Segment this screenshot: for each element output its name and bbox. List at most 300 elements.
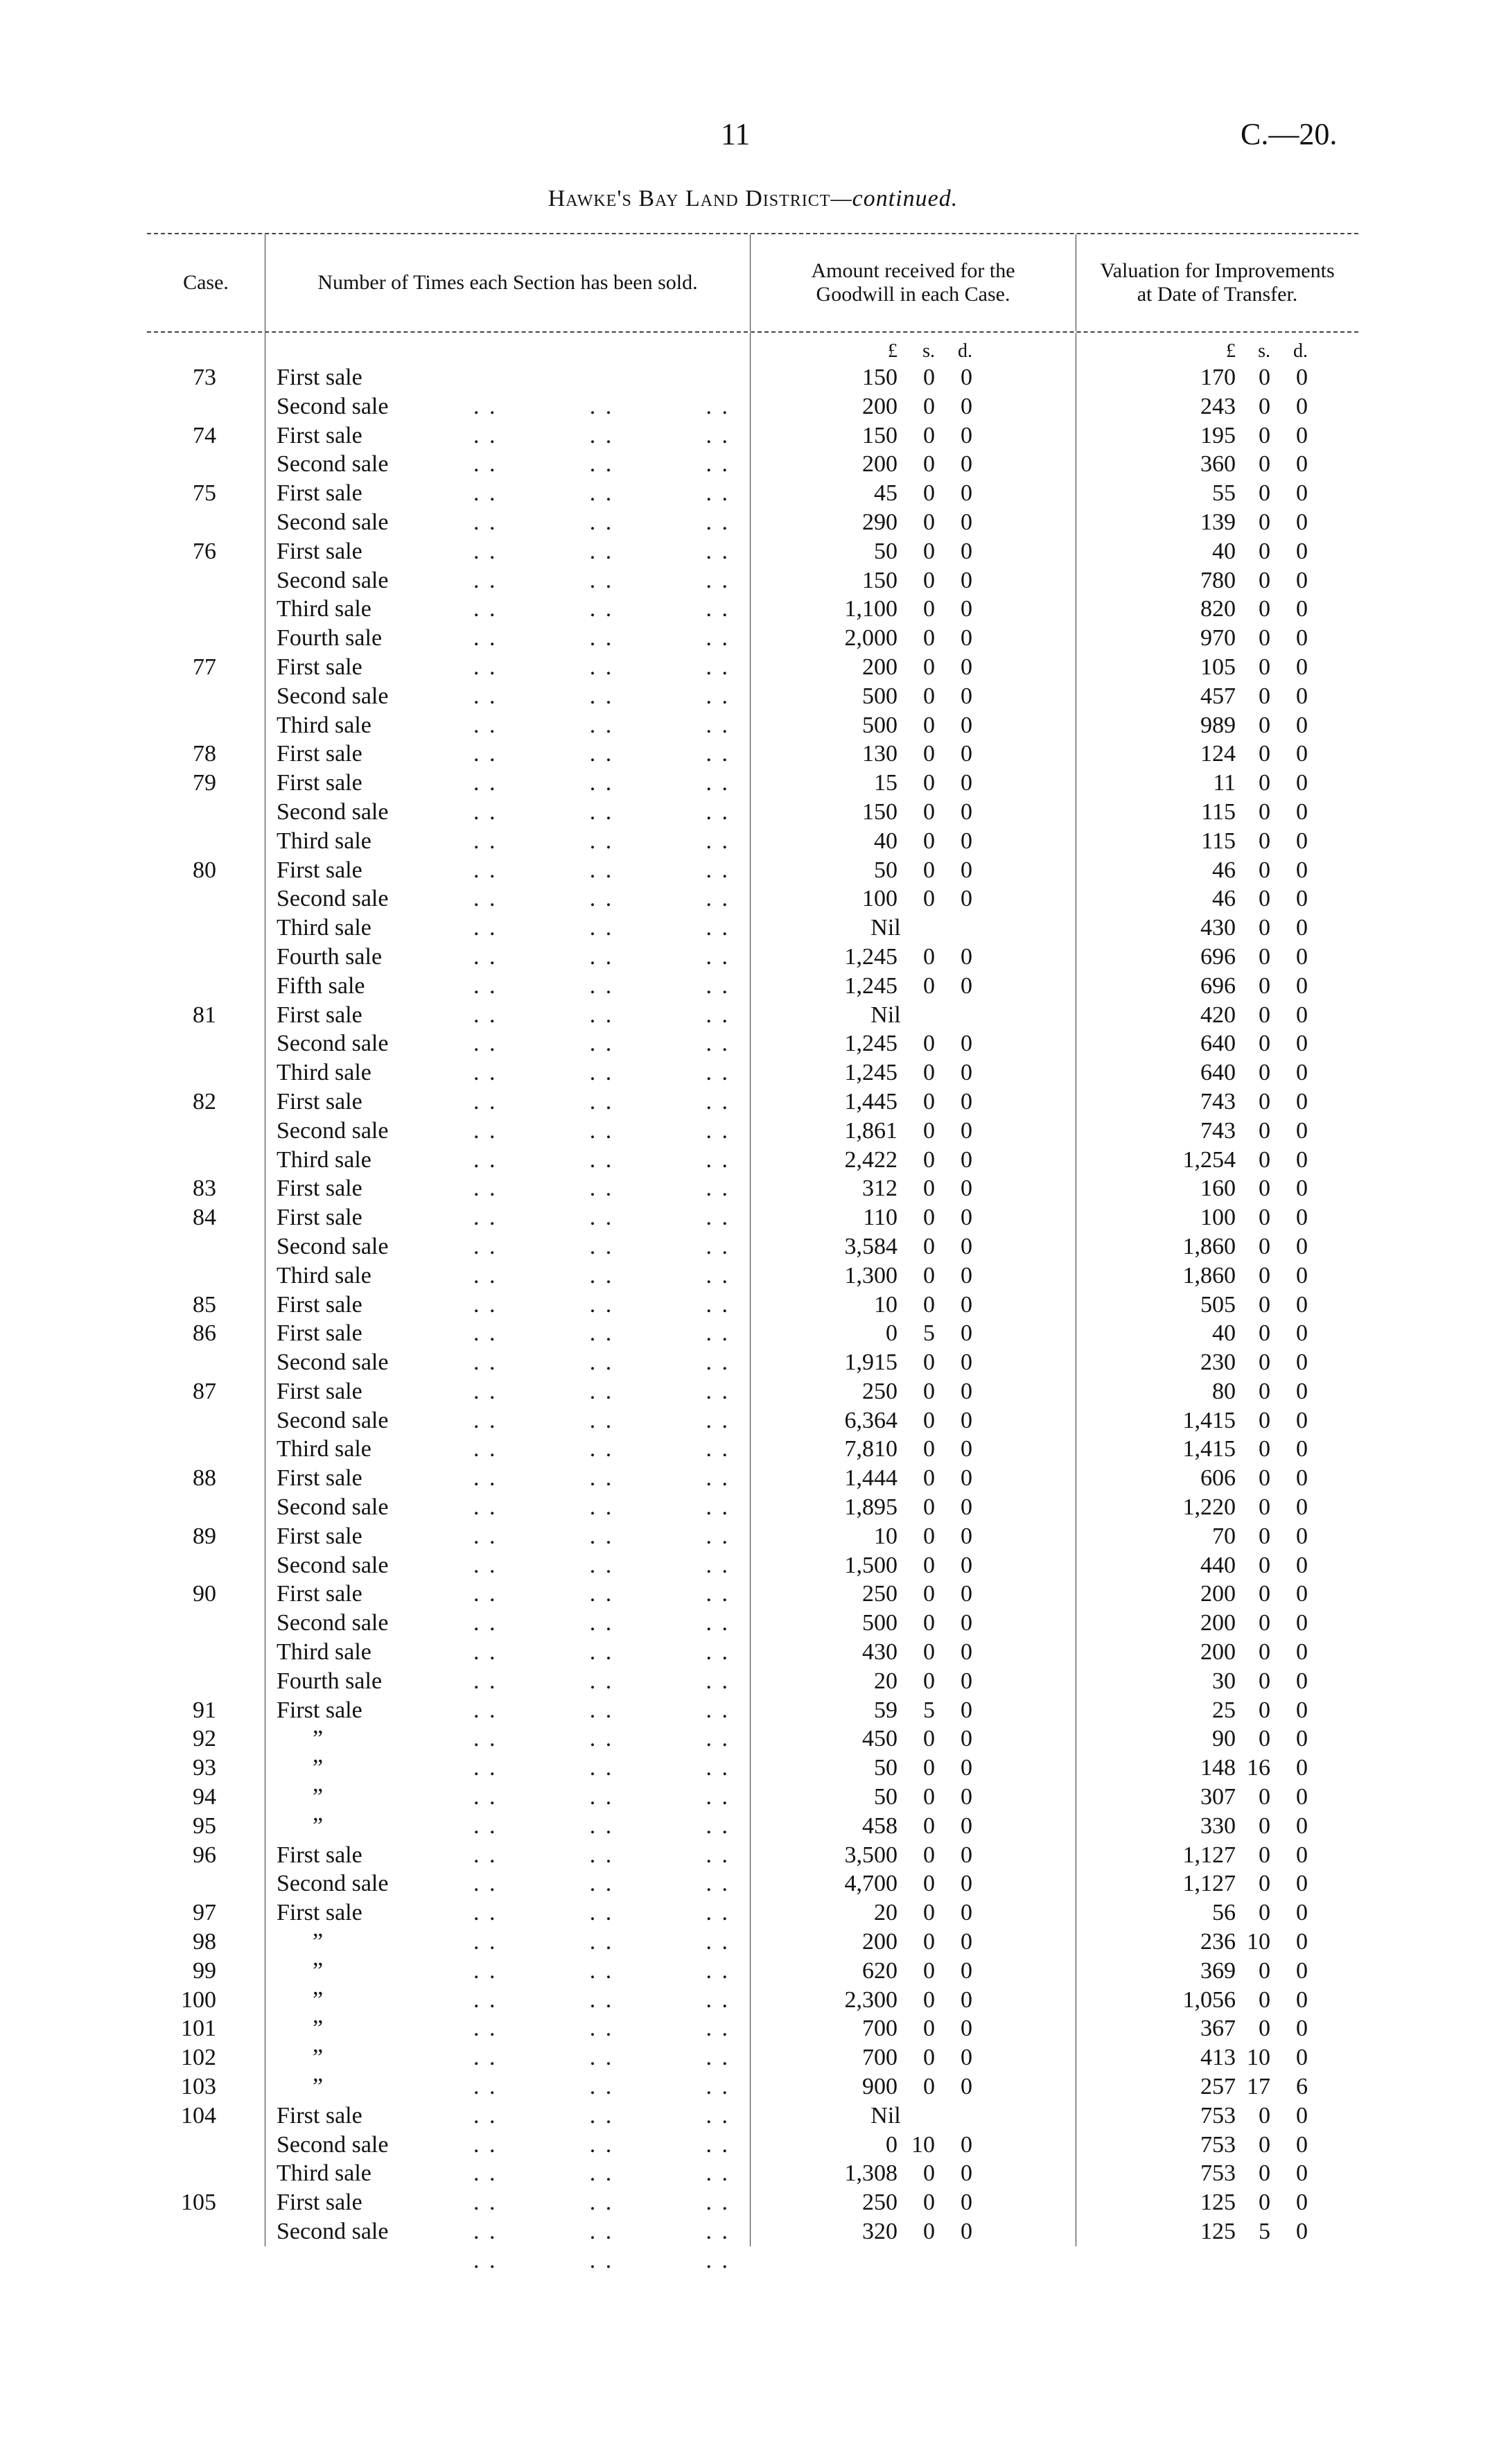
amount-pounds: 290: [862, 509, 898, 535]
improvements-valuation: [1076, 1001, 1358, 1030]
valuation-shillings: 0: [1259, 1436, 1270, 1462]
case-number: [147, 943, 265, 972]
amount-shillings: 0: [923, 886, 935, 912]
sale-label: Fourth sale: [277, 943, 383, 970]
valuation-pence: 0: [1296, 1494, 1308, 1521]
page-number: 11: [721, 117, 751, 151]
amount-shillings: 0: [923, 1378, 935, 1404]
valuation-pounds: 125: [1200, 2190, 1236, 2216]
case-number: 102: [181, 2045, 216, 2071]
amount-pence: 0: [961, 741, 972, 767]
goodwill-amount: [750, 2043, 1076, 2072]
amount-shillings: 0: [923, 1668, 935, 1694]
amount-pence: 0: [961, 480, 972, 507]
valuation-shillings: 0: [1259, 567, 1270, 593]
case-number: [147, 2131, 265, 2160]
valuation-pence: 0: [1296, 1523, 1308, 1549]
improvements-valuation: [1076, 1377, 1358, 1406]
amount-shillings: 0: [923, 538, 935, 564]
goodwill-amount: [750, 2217, 1076, 2246]
amount-pence: 0: [961, 2045, 972, 2071]
amount-pence: 0: [961, 654, 972, 680]
valuation-shillings: 5: [1259, 2219, 1270, 2244]
goodwill-amount: [750, 1319, 1076, 1348]
sale-label: Second sale: [277, 886, 389, 912]
amount-pence: 0: [961, 365, 972, 390]
leader-dots: . . . . . .: [473, 451, 730, 478]
goodwill-amount: [750, 1696, 1076, 1725]
sale-label: Second sale: [277, 2131, 389, 2158]
goodwill-amount: [750, 856, 1076, 885]
amount-pounds: 312: [862, 1176, 898, 1202]
amount-shillings: 0: [923, 1262, 935, 1288]
leader-dots: . . . . . .: [473, 1812, 730, 1839]
amount-pounds: 150: [862, 798, 898, 825]
amount-pounds: 250: [862, 2190, 898, 2216]
goodwill-amount: [750, 1812, 1076, 1841]
valuation-shillings: 0: [1259, 1378, 1270, 1404]
valuation-shillings: 0: [1259, 943, 1270, 970]
improvements-valuation: [1076, 972, 1358, 1001]
valuation-shillings: 0: [1259, 1205, 1270, 1231]
valuation-pounds: 1,860: [1182, 1262, 1236, 1288]
improvements-valuation: [1076, 1609, 1358, 1638]
leader-dots: . . . . . .: [473, 596, 730, 622]
valuation-shillings: 0: [1259, 1002, 1270, 1028]
amount-pounds: 1,245: [844, 943, 898, 970]
case-number: 105: [181, 2190, 216, 2216]
valuation-pounds: 148: [1200, 1755, 1236, 1781]
improvements-valuation: [1076, 943, 1358, 972]
sale-label: First sale: [277, 857, 362, 883]
leader-dots: . . . . . .: [473, 1436, 730, 1462]
amount-pounds: 2,422: [844, 1146, 898, 1173]
valuation-pounds: 139: [1200, 509, 1236, 535]
amount-shillings: 0: [923, 770, 935, 796]
goodwill-amount: [750, 682, 1076, 711]
valuation-shillings: 0: [1259, 1262, 1270, 1288]
sale-label: First sale: [277, 1842, 362, 1868]
amount-shillings: 0: [923, 2016, 935, 2042]
leader-dots: . . . . . .: [473, 2219, 730, 2244]
valuation-pence: 0: [1296, 1262, 1308, 1288]
amount-shillings: 0: [923, 2190, 935, 2216]
sale-label: First sale: [277, 1523, 362, 1549]
sale-label: First sale: [277, 1088, 362, 1115]
amount-nil: Nil: [870, 915, 901, 941]
amount-pounds: 45: [874, 480, 898, 507]
valuation-pence: 0: [1296, 741, 1308, 767]
case-number: 78: [193, 741, 216, 767]
amount-pounds: 1,445: [844, 1088, 898, 1115]
valuation-pence: 0: [1296, 1117, 1308, 1144]
leader-dots: . . . . . .: [473, 1176, 730, 1202]
leader-dots: . . . . . .: [473, 654, 730, 680]
valuation-pounds: 236: [1200, 1929, 1236, 1955]
amount-shillings: 0: [923, 1060, 935, 1086]
valuation-shillings: 0: [1259, 1494, 1270, 1521]
leader-dots: . . . . . .: [473, 480, 730, 507]
valuation-pence: 0: [1296, 712, 1308, 738]
leader-dots: . . . . . .: [473, 2074, 730, 2100]
valuation-pounds: 1,127: [1182, 1842, 1236, 1868]
amount-pounds: 2,000: [844, 625, 898, 652]
amount-shillings: 0: [923, 1900, 935, 1926]
improvements-valuation: [1076, 1464, 1358, 1493]
amount-pounds: 20: [874, 1668, 898, 1694]
valuation-pence: 0: [1296, 2131, 1308, 2158]
goodwill-amount: [750, 653, 1076, 682]
goodwill-amount: [750, 392, 1076, 421]
improvements-valuation: [1076, 392, 1358, 421]
sale-label: ”: [313, 1755, 324, 1781]
valuation-shillings: 0: [1259, 1060, 1270, 1086]
goodwill-amount: [750, 2159, 1076, 2188]
case-number: [147, 508, 265, 537]
sale-label: First sale: [277, 1291, 362, 1318]
valuation-pence: 0: [1296, 770, 1308, 796]
leader-dots: . . . . . .: [473, 1639, 730, 1666]
valuation-shillings: 0: [1259, 1871, 1270, 1897]
amount-pounds: 200: [862, 654, 898, 680]
amount-shillings: 0: [923, 1205, 935, 1231]
improvements-valuation: [1076, 2043, 1358, 2072]
amount-pounds: 1,861: [844, 1117, 898, 1144]
improvements-valuation: [1076, 1522, 1358, 1551]
valuation-pence: 0: [1296, 1697, 1308, 1723]
valuation-pence: 0: [1296, 2102, 1308, 2129]
amount-pounds: 500: [862, 1610, 898, 1636]
sale-label: Third sale: [277, 1639, 371, 1666]
case-number: 83: [193, 1176, 216, 1202]
unit-pounds: £: [1226, 340, 1236, 362]
case-number: 90: [193, 1581, 216, 1607]
goodwill-amount: [750, 711, 1076, 740]
improvements-valuation: [1076, 1812, 1358, 1841]
improvements-valuation: [1076, 508, 1358, 537]
valuation-pence: 0: [1296, 1291, 1308, 1318]
leader-dots: . . . . . .: [473, 2247, 730, 2273]
amount-shillings: 0: [923, 2074, 935, 2100]
goodwill-amount: [750, 2014, 1076, 2043]
valuation-pence: 0: [1296, 1031, 1308, 1057]
sale-label: First sale: [277, 1002, 362, 1028]
improvements-valuation: [1076, 537, 1358, 566]
amount-pounds: 10: [874, 1523, 898, 1549]
valuation-shillings: 0: [1259, 1957, 1270, 1984]
case-number: [147, 1435, 265, 1464]
sale-label: First sale: [277, 654, 362, 680]
case-number: 103: [181, 2074, 216, 2100]
goodwill-amount: [750, 1203, 1076, 1232]
improvements-valuation: [1076, 1319, 1358, 1348]
case-number: [147, 1667, 265, 1696]
leader-dots: . . . . . .: [473, 538, 730, 564]
valuation-pounds: 257: [1200, 2074, 1236, 2100]
valuation-shillings: 0: [1259, 1697, 1270, 1723]
case-number: [147, 1232, 265, 1261]
case-number: 97: [193, 1900, 216, 1926]
goodwill-amount: [750, 1580, 1076, 1609]
valuation-shillings: 0: [1259, 1581, 1270, 1607]
goodwill-amount: [750, 827, 1076, 856]
improvements-valuation: [1076, 1783, 1358, 1812]
goodwill-amount: [750, 1522, 1076, 1551]
amount-shillings: 0: [923, 451, 935, 478]
case-number: 101: [181, 2016, 216, 2042]
valuation-shillings: 0: [1259, 1407, 1270, 1433]
valuation-shillings: 0: [1259, 1552, 1270, 1578]
document-reference: C.—20.: [1241, 117, 1338, 151]
amount-pence: 0: [961, 1523, 972, 1549]
sale-label: First sale: [277, 1465, 362, 1492]
valuation-pence: 0: [1296, 393, 1308, 419]
case-number: [147, 711, 265, 740]
amount-pounds: 50: [874, 857, 898, 883]
improvements-valuation: [1076, 711, 1358, 740]
valuation-pounds: 820: [1200, 596, 1236, 622]
goodwill-amount: [750, 1841, 1076, 1870]
case-number: 81: [193, 1002, 216, 1028]
improvements-valuation: [1076, 450, 1358, 479]
leader-dots: . . . . . .: [473, 943, 730, 970]
case-number: [147, 1551, 265, 1580]
amount-shillings: 0: [923, 712, 935, 738]
case-number: [147, 884, 265, 914]
valuation-shillings: 0: [1259, 2160, 1270, 2187]
sales-table: [147, 233, 1358, 2273]
leader-dots: . . . . . .: [473, 770, 730, 796]
amount-pounds: 15: [874, 770, 898, 796]
leader-dots: . . . . . .: [473, 828, 730, 854]
amount-pence: 0: [961, 1320, 972, 1347]
case-number: [147, 1493, 265, 1522]
sale-label: Third sale: [277, 915, 371, 941]
valuation-pounds: 70: [1212, 1523, 1236, 1549]
valuation-pounds: 40: [1212, 1320, 1236, 1347]
case-number: 75: [193, 480, 216, 507]
amount-pence: 0: [961, 828, 972, 854]
improvements-valuation: [1076, 2159, 1358, 2188]
valuation-pounds: 696: [1200, 943, 1236, 970]
sale-label: Third sale: [277, 828, 371, 854]
amount-shillings: 0: [923, 1871, 935, 1897]
improvements-valuation: [1076, 827, 1358, 856]
amount-shillings: 0: [923, 625, 935, 652]
amount-pence: 0: [961, 1784, 972, 1810]
goodwill-amount: [750, 1869, 1076, 1898]
amount-pence: 0: [961, 1755, 972, 1781]
valuation-pounds: 195: [1200, 422, 1236, 448]
amount-pence: 0: [961, 1407, 972, 1433]
valuation-pence: 0: [1296, 1320, 1308, 1347]
valuation-shillings: 0: [1259, 1320, 1270, 1347]
section-title: [0, 186, 1506, 212]
valuation-pence: 0: [1296, 538, 1308, 564]
goodwill-amount: [750, 1986, 1076, 2015]
valuation-pounds: 970: [1200, 625, 1236, 652]
amount-shillings: 0: [923, 1523, 935, 1549]
amount-pounds: 700: [862, 2045, 898, 2071]
goodwill-amount: [750, 2102, 1076, 2131]
table-body: [147, 333, 1358, 2273]
valuation-pounds: 115: [1201, 828, 1236, 854]
valuation-pounds: 124: [1200, 741, 1236, 767]
amount-pence: 0: [961, 567, 972, 593]
leader-dots: . . . . . .: [473, 1031, 730, 1057]
goodwill-amount: [750, 450, 1076, 479]
leader-dots: . . . . . .: [473, 2016, 730, 2042]
improvements-valuation: [1076, 884, 1358, 914]
valuation-shillings: 0: [1259, 480, 1270, 507]
valuation-pence: 0: [1296, 1436, 1308, 1462]
goodwill-amount: [750, 508, 1076, 537]
valuation-pounds: 11: [1213, 770, 1236, 796]
amount-pounds: 200: [862, 1929, 898, 1955]
improvements-valuation: [1076, 856, 1358, 885]
case-number: [147, 827, 265, 856]
amount-shillings: 10: [911, 2131, 935, 2158]
sale-label: Fourth sale: [277, 625, 383, 652]
valuation-shillings: 0: [1259, 451, 1270, 478]
leader-dots: . . . . . .: [473, 1842, 730, 1868]
valuation-pence: 0: [1296, 509, 1308, 535]
amount-pence: 0: [961, 1031, 972, 1057]
goodwill-amount: [750, 914, 1076, 943]
improvements-valuation: [1076, 624, 1358, 653]
valuation-pence: 0: [1296, 1668, 1308, 1694]
improvements-valuation: [1076, 769, 1358, 798]
leader-dots: . . . . . .: [473, 2160, 730, 2187]
valuation-pounds: 457: [1200, 683, 1236, 709]
improvements-valuation: [1076, 1986, 1358, 2015]
leader-dots: . . . . . .: [473, 1957, 730, 1984]
sale-label: Second sale: [277, 1494, 389, 1521]
sale-label: ”: [313, 1784, 324, 1810]
improvements-valuation: [1076, 1087, 1358, 1117]
sale-label: First sale: [277, 538, 362, 564]
case-number: [147, 1869, 265, 1898]
amount-shillings: 0: [923, 1812, 935, 1839]
sale-label: Second sale: [277, 798, 389, 825]
amount-pence: 0: [961, 1812, 972, 1839]
goodwill-amount: [750, 1348, 1076, 1377]
leader-dots: . . . . . .: [473, 1871, 730, 1897]
leader-dots: . . . . . .: [473, 1407, 730, 1433]
sale-label: Third sale: [277, 1060, 371, 1086]
valuation-pounds: 200: [1200, 1610, 1236, 1636]
leader-dots: . . . . . .: [473, 1262, 730, 1288]
valuation-pence: 0: [1296, 1755, 1308, 1781]
case-number: 89: [193, 1523, 216, 1549]
amount-pence: 0: [961, 1233, 972, 1259]
leader-dots: . . . . . .: [473, 1697, 730, 1723]
amount-shillings: 0: [923, 1291, 935, 1318]
valuation-shillings: 0: [1259, 1639, 1270, 1666]
sale-label: Second sale: [277, 1407, 389, 1433]
case-number: 79: [193, 770, 216, 796]
valuation-pence: 0: [1296, 1986, 1308, 2013]
valuation-shillings: 0: [1259, 1523, 1270, 1549]
sale-label: Fourth sale: [277, 1668, 383, 1694]
improvements-valuation: [1076, 1203, 1358, 1232]
valuation-pounds: 200: [1200, 1639, 1236, 1666]
sale-label: ”: [313, 1957, 324, 1984]
goodwill-amount: [750, 1754, 1076, 1783]
valuation-shillings: 0: [1259, 1176, 1270, 1202]
leader-dots: . . . . . .: [473, 1349, 730, 1376]
valuation-shillings: 10: [1247, 2045, 1270, 2071]
valuation-pence: 0: [1296, 1900, 1308, 1926]
valuation-shillings: 0: [1259, 1610, 1270, 1636]
case-number: 88: [193, 1465, 216, 1492]
valuation-pence: 0: [1296, 2016, 1308, 2042]
amount-shillings: 0: [923, 1639, 935, 1666]
valuation-pounds: 606: [1200, 1465, 1236, 1492]
sale-label: Second sale: [277, 509, 389, 535]
valuation-pounds: 200: [1200, 1581, 1236, 1607]
improvements-valuation: [1076, 1957, 1358, 1986]
amount-shillings: 0: [923, 1581, 935, 1607]
amount-pence: 0: [961, 1871, 972, 1897]
valuation-pence: 0: [1296, 1784, 1308, 1810]
valuation-shillings: 0: [1259, 770, 1270, 796]
leader-dots: . . . . . .: [473, 1060, 730, 1086]
amount-pounds: 150: [862, 365, 898, 390]
valuation-pence: 0: [1296, 1842, 1308, 1868]
amount-pence: 0: [961, 712, 972, 738]
valuation-pounds: 125: [1200, 2219, 1236, 2244]
section-title-suffix: —continued.: [830, 186, 958, 211]
amount-shillings: 0: [923, 567, 935, 593]
case-number: [147, 450, 265, 479]
sale-label: First sale: [277, 1581, 362, 1607]
valuation-pence: 0: [1296, 857, 1308, 883]
valuation-pence: 0: [1296, 1465, 1308, 1492]
case-number: [147, 392, 265, 421]
goodwill-amount: [750, 1724, 1076, 1754]
amount-pence: 0: [961, 2219, 972, 2244]
leader-dots: . . . . . .: [473, 1523, 730, 1549]
valuation-pence: 0: [1296, 1407, 1308, 1433]
leader-dots: . . . . . .: [473, 1900, 730, 1926]
case-number: [147, 595, 265, 624]
leader-dots: . . . . . .: [473, 1378, 730, 1404]
valuation-pence: 0: [1296, 1552, 1308, 1578]
valuation-pence: 0: [1296, 365, 1308, 390]
leader-dots: . . . . . .: [473, 886, 730, 912]
sale-label: First sale: [277, 1378, 362, 1404]
unit-pounds: £: [888, 340, 898, 362]
valuation-shillings: 0: [1259, 365, 1270, 390]
valuation-pence: 0: [1296, 915, 1308, 941]
case-number: 99: [193, 1957, 216, 1984]
amount-shillings: 0: [923, 422, 935, 448]
improvements-valuation: [1076, 798, 1358, 827]
amount-pounds: 0: [886, 2131, 898, 2158]
improvements-valuation: [1076, 740, 1358, 769]
sale-label: Second sale: [277, 567, 389, 593]
valuation-pounds: 367: [1200, 2016, 1236, 2042]
amount-pence: 0: [961, 1349, 972, 1376]
amount-pence: 0: [961, 538, 972, 564]
valuation-pounds: 1,415: [1182, 1436, 1236, 1462]
leader-dots: . . . . . .: [473, 1002, 730, 1028]
valuation-pounds: 30: [1212, 1668, 1236, 1694]
sale-label: ”: [313, 2074, 324, 2100]
amount-pence: 0: [961, 625, 972, 652]
goodwill-amount: [750, 1087, 1076, 1117]
